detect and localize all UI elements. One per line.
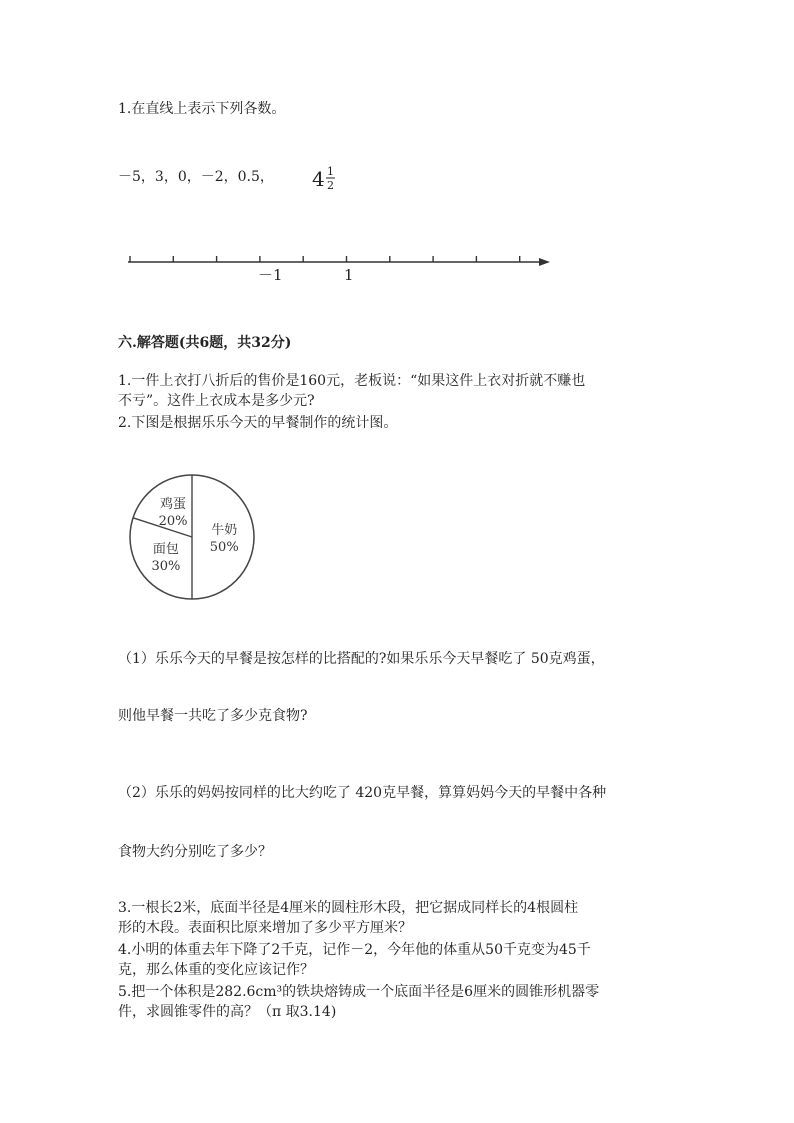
q1-title: 1.在直线上表示下列各数。 — [118, 101, 286, 117]
pie-slice-value: 30% — [151, 558, 181, 574]
mixed-number — [310, 160, 350, 200]
problem-3-line1: 3.一根长2米，底面半径是4厘米的圆柱形木段，把它据成同样长的4根圆柱 — [118, 900, 579, 916]
problem-3-line2: 形的木段。表面积比原来增加了多少平方厘米？ — [118, 920, 412, 936]
mixed-denominator: 2 — [327, 179, 334, 192]
axis-arrow — [539, 258, 550, 266]
axis-label-neg1: －1 — [258, 266, 283, 284]
sub-question-1a: （1）乐乐今天的早餐是按怎样的比搭配的?如果乐乐今天早餐吃了 50克鸡蛋， — [118, 651, 605, 667]
section-title: 六.解答题(共6题，共32分) — [118, 335, 292, 351]
pie-slice-label: 牛奶 — [211, 523, 238, 538]
q1-numbers: －5，3，0，－2，0.5， — [118, 169, 274, 185]
pie-chart — [126, 472, 266, 612]
problem-1-line2: 不亏”。这件上衣成本是多少元? — [118, 393, 315, 409]
problem-2-title: 2.下图是根据乐乐今天的早餐制作的统计图。 — [118, 415, 398, 431]
pie-slice-label: 鸡蛋 — [160, 496, 187, 512]
sub-question-2a: （2）乐乐的妈妈按同样的比大约吃了 420克早餐，算算妈妈今天的早餐中各种 — [118, 785, 607, 801]
mixed-whole: 4 — [312, 167, 325, 191]
axis-label-1: 1 — [344, 266, 354, 284]
pie-slice-value: 20% — [158, 513, 188, 529]
problem-5-line1: 5.把一个体积是282.6cm³的铁块熔铸成一个底面半径是6厘米的圆锥形机器零 — [118, 984, 600, 1000]
problem-5-line2: 件，求圆锥零件的高？（π 取3.14) — [118, 1004, 337, 1020]
problem-4-line2: 克，那么体重的变化应该记作？ — [118, 962, 314, 978]
pie-slice-value: 50% — [209, 540, 239, 555]
mixed-numerator: 1 — [327, 165, 334, 178]
problem-4-line1: 4.小明的体重去年下降了2千克，记作－2，今年他的体重从50千克变为45千 — [118, 942, 591, 958]
number-line — [120, 248, 560, 284]
problem-1-line1: 1.一件上衣打八折后的售价是160元，老板说：“如果这件上衣对折就不赚也 — [118, 373, 586, 389]
sub-question-1b: 则他早餐一共吃了多少克食物? — [118, 708, 308, 724]
sub-question-2b: 食物大约分别吃了多少？ — [118, 844, 272, 860]
pie-slice-label: 面包 — [152, 541, 179, 557]
axis-ticks — [130, 256, 520, 262]
